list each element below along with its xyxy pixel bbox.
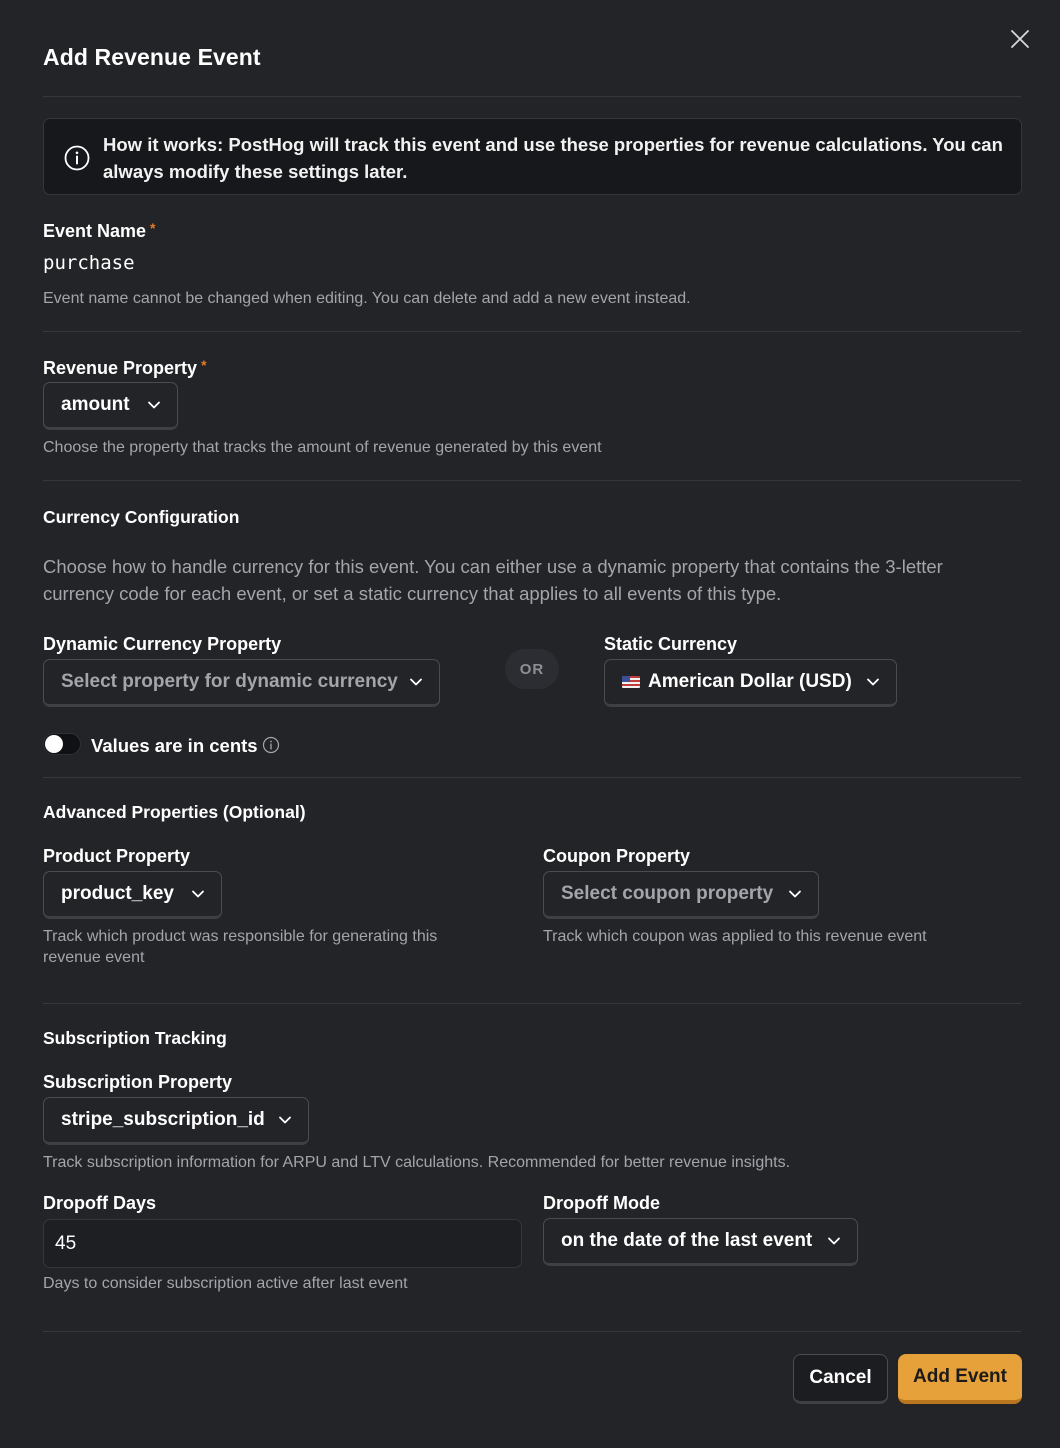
product-property-label: Product Property — [43, 846, 191, 866]
subscription-property-select[interactable] — [43, 1097, 309, 1145]
coupon-property-select[interactable] — [543, 871, 819, 919]
static-currency-value: American Dollar (USD) — [648, 671, 852, 692]
dropoff-mode-label: Dropoff Mode — [543, 1193, 660, 1213]
coupon-property-placeholder: Select coupon property — [561, 883, 774, 904]
close-icon[interactable] — [1005, 24, 1035, 54]
divider — [43, 96, 1021, 97]
divider — [43, 1331, 1021, 1332]
info-text: How it works: PostHog will track this event and use these properties for revenue calculations. You can always modify these settings later. — [103, 134, 1003, 182]
revenue-property-value: amount — [61, 394, 130, 415]
dropoff-days-help: Days to consider subscription active after last event — [43, 1275, 408, 1292]
subscription-property-label: Subscription Property — [43, 1072, 233, 1092]
currency-heading: Currency Configuration — [43, 507, 240, 527]
currency-description: Choose how to handle currency for this event. You can either use a dynamic property that contains the 3-letter currency code for each event, or set a static currency that applies to all events of this type. — [43, 556, 943, 604]
coupon-property-help: Track which coupon was applied to this revenue event — [543, 928, 927, 945]
static-currency-label: Static Currency — [604, 634, 738, 654]
dropoff-mode-select[interactable] — [543, 1218, 858, 1266]
dropoff-days-label: Dropoff Days — [43, 1193, 157, 1213]
cents-toggle[interactable] — [43, 733, 81, 755]
chevron-down-icon — [146, 397, 162, 413]
event-name-help: Event name cannot be changed when editing. You can delete and add a new event instead. — [43, 290, 691, 307]
divider — [43, 777, 1021, 778]
subscription-property-value: stripe_subscription_id — [61, 1109, 265, 1130]
chevron-down-icon — [826, 1233, 842, 1249]
subscription-heading: Subscription Tracking — [43, 1028, 227, 1048]
divider — [43, 480, 1021, 481]
toggle-knob — [45, 735, 63, 753]
event-name-label: Event Name * — [43, 220, 156, 241]
chevron-down-icon — [190, 886, 206, 902]
cents-label: Values are in cents — [91, 735, 258, 756]
divider — [43, 331, 1021, 332]
chevron-down-icon — [408, 674, 424, 690]
info-circle-icon[interactable] — [262, 736, 280, 754]
dynamic-currency-placeholder: Select property for dynamic currency — [61, 671, 398, 692]
coupon-property-label: Coupon Property — [543, 846, 690, 866]
dialog-title: Add Revenue Event — [43, 44, 261, 70]
or-separator: OR — [505, 649, 559, 689]
product-property-select[interactable] — [43, 871, 222, 919]
chevron-down-icon — [865, 674, 881, 690]
revenue-property-select[interactable] — [43, 382, 178, 430]
advanced-heading: Advanced Properties (Optional) — [43, 802, 306, 822]
product-property-value: product_key — [61, 883, 174, 904]
static-currency-select[interactable] — [604, 659, 897, 707]
info-circle-icon — [63, 144, 91, 172]
divider — [43, 1003, 1021, 1004]
dropoff-days-input[interactable]: 45 — [43, 1219, 522, 1268]
add-event-button[interactable]: Add Event — [898, 1354, 1022, 1404]
us-flag-icon — [622, 676, 640, 688]
revenue-property-label: Revenue Property * — [43, 357, 207, 378]
required-mark: * — [201, 357, 207, 373]
chevron-down-icon — [787, 886, 803, 902]
required-mark: * — [150, 220, 156, 236]
chevron-down-icon — [277, 1112, 293, 1128]
revenue-property-help: Choose the property that tracks the amount of revenue generated by this event — [43, 439, 602, 456]
dropoff-mode-value: on the date of the last event — [561, 1230, 813, 1251]
product-property-help: Track which product was responsible for generating this revenue event — [43, 928, 438, 966]
dynamic-currency-label: Dynamic Currency Property — [43, 634, 282, 654]
cancel-button[interactable]: Cancel — [793, 1354, 888, 1404]
subscription-property-help: Track subscription information for ARPU and LTV calculations. Recommended for better revenue insights. — [43, 1154, 791, 1171]
dynamic-currency-select[interactable] — [43, 659, 440, 707]
info-banner — [43, 118, 1022, 195]
event-name-value: purchase — [43, 252, 135, 274]
